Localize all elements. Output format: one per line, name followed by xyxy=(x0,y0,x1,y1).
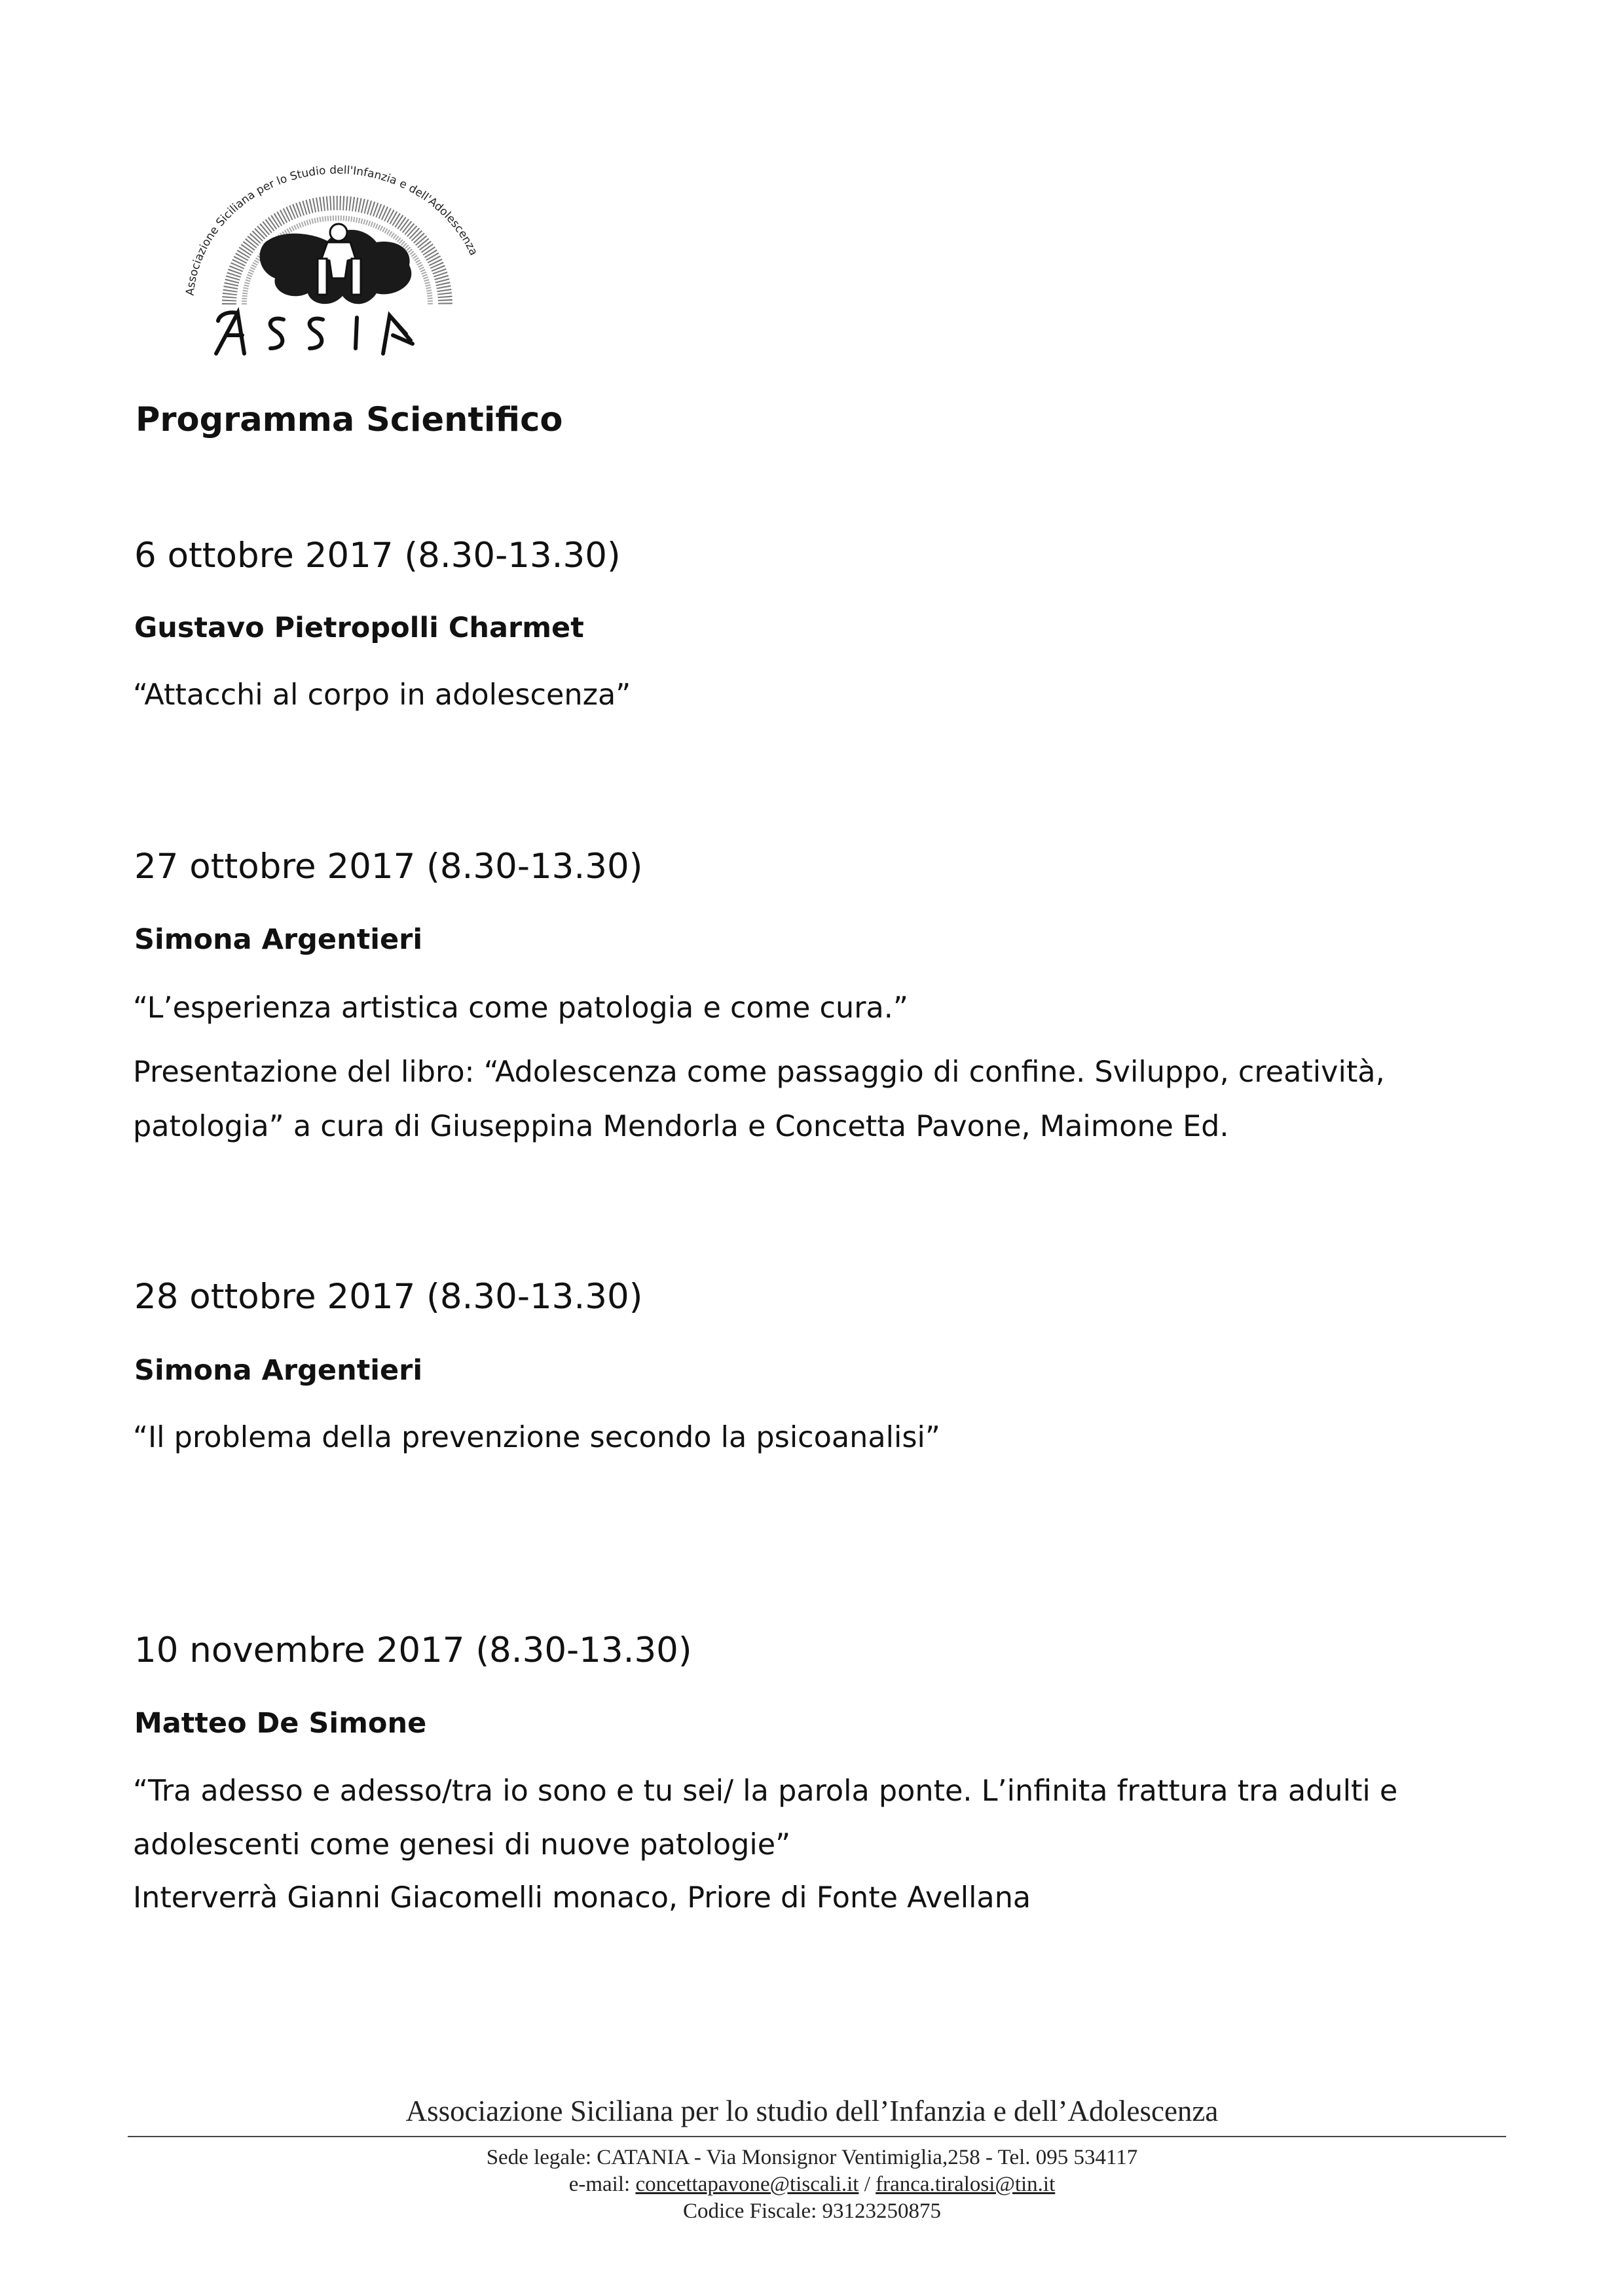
event-talk-title: “Attacchi al corpo in adolescenza” xyxy=(133,678,631,712)
event-speaker: Simona Argentieri xyxy=(134,1354,423,1387)
event-date: 27 ottobre 2017 (8.30-13.30) xyxy=(134,847,643,887)
footer-email-label: e-mail: xyxy=(568,2173,631,2196)
event-date: 6 ottobre 2017 (8.30-13.30) xyxy=(134,536,621,576)
footer-association-name: Associazione Siciliana per lo studio dell’Infanzia e dell’Adolescenza xyxy=(405,2095,1219,2127)
event-speaker: Gustavo Pietropolli Charmet xyxy=(134,612,584,644)
assia-logo xyxy=(167,144,507,367)
email-link-concetta[interactable]: concettapavone@tiscali.it xyxy=(635,2173,859,2196)
footer-fiscal-code: Codice Fiscale: 93123250875 xyxy=(682,2199,942,2223)
footer-email-line xyxy=(0,2173,1624,2197)
program-title: Programma Scientifico xyxy=(136,401,563,439)
event-talk-title: “Il problema della prevenzione secondo la psicoanalisi” xyxy=(133,1421,940,1454)
footer-email-separator: / xyxy=(864,2173,870,2196)
email-link-franca[interactable]: franca.tiralosi@tin.it xyxy=(876,2173,1056,2196)
event-talk-title: “L’esperienza artistica come patologia e come cura.” xyxy=(133,991,908,1025)
footer-divider xyxy=(128,2136,1506,2137)
event-talk-title: adolescenti come genesi di nuove patologie” xyxy=(133,1828,791,1862)
event-description: Presentazione del libro: “Adolescenza come passaggio di confine. Sviluppo, creatività, xyxy=(133,1056,1385,1089)
event-date: 28 ottobre 2017 (8.30-13.30) xyxy=(134,1277,643,1317)
footer-address: Sede legale: CATANIA - Via Monsignor Ventimiglia,258 - Tel. 095 534117 xyxy=(486,2146,1138,2169)
event-description: Interverrà Gianni Giacomelli monaco, Priore di Fonte Avellana xyxy=(133,1881,1031,1915)
event-talk-title: “Tra adesso e adesso/tra io sono e tu sei/ la parola ponte. L’infinita frattura tra adulti e xyxy=(133,1774,1398,1808)
event-description: patologia” a cura di Giuseppina Mendorla e Concetta Pavone, Maimone Ed. xyxy=(133,1110,1229,1143)
event-speaker: Simona Argentieri xyxy=(134,923,423,956)
svg-text:Associazione Siciliana per lo: Associazione Siciliana per lo Studio dell'Infanzia e dell'Adolescenza xyxy=(183,164,481,297)
event-speaker: Matteo De Simone xyxy=(134,1707,427,1740)
event-date: 10 novembre 2017 (8.30-13.30) xyxy=(134,1630,692,1670)
